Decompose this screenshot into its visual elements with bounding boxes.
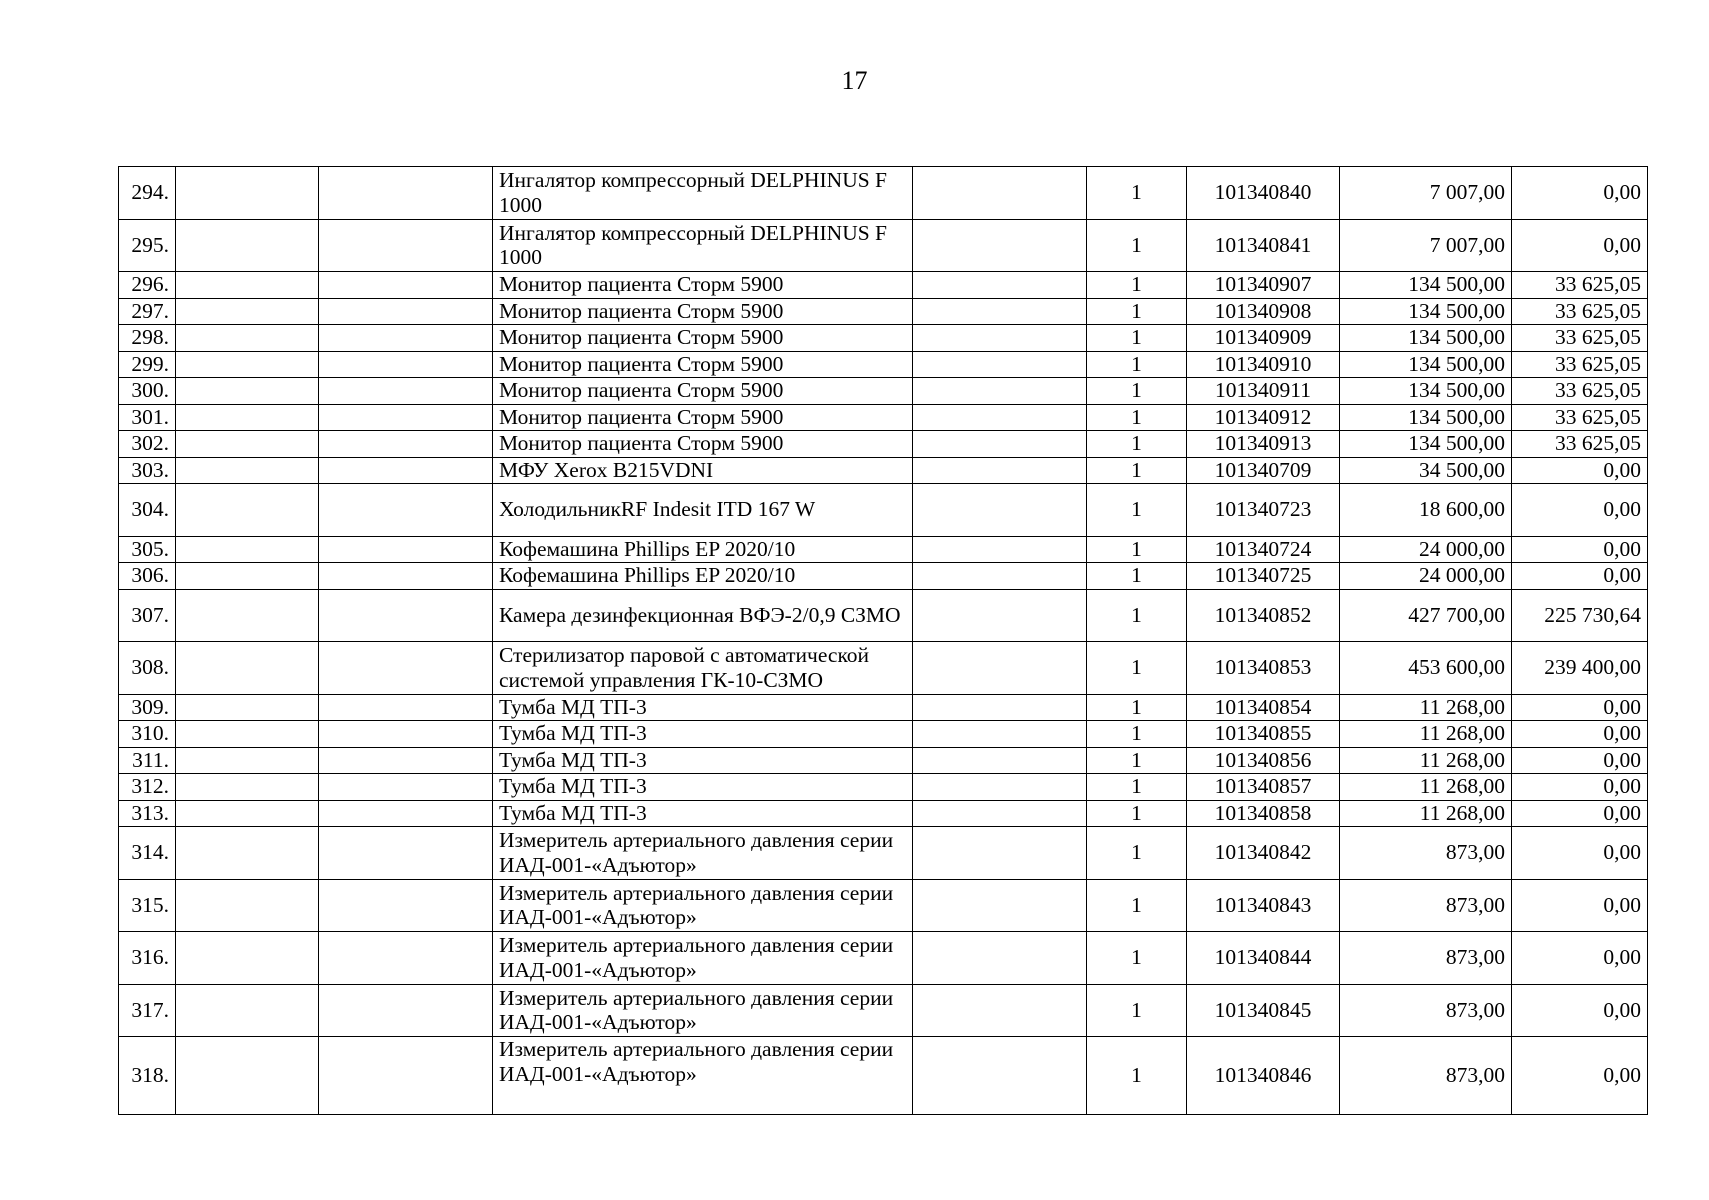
inventory-number: 101340842 <box>1187 827 1340 880</box>
empty-cell-2 <box>319 404 493 431</box>
empty-cell-2 <box>319 351 493 378</box>
item-name: Тумба МД ТП-3 <box>493 800 913 827</box>
table-row <box>119 747 1648 774</box>
empty-cell-2 <box>319 774 493 801</box>
empty-cell-2 <box>319 800 493 827</box>
empty-cell-1 <box>176 536 319 563</box>
item-name: Монитор пациента Сторм 5900 <box>493 404 913 431</box>
empty-cell-3 <box>913 536 1087 563</box>
item-name: Монитор пациента Сторм 5900 <box>493 298 913 325</box>
table-row <box>119 932 1648 985</box>
residual-value: 0,00 <box>1512 219 1648 272</box>
row-number: 316. <box>119 932 176 985</box>
row-number: 315. <box>119 879 176 932</box>
residual-value: 239 400,00 <box>1512 642 1648 695</box>
empty-cell-3 <box>913 879 1087 932</box>
empty-cell-3 <box>913 325 1087 352</box>
inventory-number: 101340910 <box>1187 351 1340 378</box>
item-quantity: 1 <box>1087 457 1187 484</box>
book-value: 873,00 <box>1340 1037 1512 1115</box>
empty-cell-1 <box>176 721 319 748</box>
row-number: 310. <box>119 721 176 748</box>
empty-cell-1 <box>176 404 319 431</box>
residual-value: 33 625,05 <box>1512 272 1648 299</box>
book-value: 24 000,00 <box>1340 563 1512 590</box>
residual-value: 0,00 <box>1512 827 1648 880</box>
empty-cell-1 <box>176 932 319 985</box>
empty-cell-1 <box>176 431 319 458</box>
item-name: Монитор пациента Сторм 5900 <box>493 351 913 378</box>
empty-cell-3 <box>913 563 1087 590</box>
item-name: МФУ Xerox B215VDNI <box>493 457 913 484</box>
row-number: 304. <box>119 484 176 537</box>
residual-value: 33 625,05 <box>1512 404 1648 431</box>
item-quantity: 1 <box>1087 589 1187 642</box>
row-number: 308. <box>119 642 176 695</box>
item-quantity: 1 <box>1087 932 1187 985</box>
empty-cell-1 <box>176 325 319 352</box>
residual-value: 33 625,05 <box>1512 431 1648 458</box>
inventory-number: 101340908 <box>1187 298 1340 325</box>
item-name: Измеритель артериального давления серии ИАД-001-«Адъютор» <box>493 879 913 932</box>
empty-cell-1 <box>176 298 319 325</box>
book-value: 873,00 <box>1340 984 1512 1037</box>
empty-cell-1 <box>176 1037 319 1115</box>
item-quantity: 1 <box>1087 325 1187 352</box>
book-value: 873,00 <box>1340 827 1512 880</box>
residual-value: 33 625,05 <box>1512 378 1648 405</box>
item-name: Монитор пациента Сторм 5900 <box>493 431 913 458</box>
inventory-number: 101340840 <box>1187 167 1340 220</box>
item-name: Измеритель артериального давления серии ИАД-001-«Адъютор» <box>493 827 913 880</box>
item-quantity: 1 <box>1087 298 1187 325</box>
residual-value: 0,00 <box>1512 984 1648 1037</box>
inventory-number: 101340843 <box>1187 879 1340 932</box>
empty-cell-1 <box>176 589 319 642</box>
row-number: 301. <box>119 404 176 431</box>
row-number: 295. <box>119 219 176 272</box>
book-value: 873,00 <box>1340 879 1512 932</box>
item-quantity: 1 <box>1087 774 1187 801</box>
empty-cell-1 <box>176 747 319 774</box>
empty-cell-3 <box>913 642 1087 695</box>
item-name: Измеритель артериального давления серии ИАД-001-«Адъютор» <box>493 932 913 985</box>
table-row <box>119 1037 1648 1115</box>
inventory-number: 101340709 <box>1187 457 1340 484</box>
empty-cell-2 <box>319 298 493 325</box>
empty-cell-1 <box>176 800 319 827</box>
empty-cell-1 <box>176 984 319 1037</box>
empty-cell-2 <box>319 378 493 405</box>
book-value: 34 500,00 <box>1340 457 1512 484</box>
empty-cell-2 <box>319 932 493 985</box>
row-number: 294. <box>119 167 176 220</box>
residual-value: 0,00 <box>1512 747 1648 774</box>
empty-cell-3 <box>913 404 1087 431</box>
empty-cell-3 <box>913 721 1087 748</box>
empty-cell-3 <box>913 272 1087 299</box>
empty-cell-3 <box>913 378 1087 405</box>
table-row <box>119 404 1648 431</box>
table-row <box>119 351 1648 378</box>
table-row <box>119 298 1648 325</box>
inventory-number: 101340858 <box>1187 800 1340 827</box>
empty-cell-1 <box>176 694 319 721</box>
inventory-number: 101340853 <box>1187 642 1340 695</box>
empty-cell-3 <box>913 1037 1087 1115</box>
residual-value: 0,00 <box>1512 167 1648 220</box>
inventory-number: 101340852 <box>1187 589 1340 642</box>
table-row <box>119 325 1648 352</box>
table-row <box>119 563 1648 590</box>
book-value: 134 500,00 <box>1340 431 1512 458</box>
row-number: 298. <box>119 325 176 352</box>
residual-value: 225 730,64 <box>1512 589 1648 642</box>
item-name: Измеритель артериального давления серии ИАД-001-«Адъютор» <box>493 984 913 1037</box>
residual-value: 0,00 <box>1512 694 1648 721</box>
inventory-number: 101340845 <box>1187 984 1340 1037</box>
table-row <box>119 879 1648 932</box>
item-name: Камера дезинфекционная ВФЭ-2/0,9 СЗМО <box>493 589 913 642</box>
item-quantity: 1 <box>1087 484 1187 537</box>
item-quantity: 1 <box>1087 879 1187 932</box>
item-name: Измеритель артериального давления серии ИАД-001-«Адъютор» <box>493 1037 913 1115</box>
inventory-table <box>118 166 1648 1115</box>
empty-cell-3 <box>913 747 1087 774</box>
empty-cell-2 <box>319 747 493 774</box>
item-name: Монитор пациента Сторм 5900 <box>493 378 913 405</box>
book-value: 11 268,00 <box>1340 694 1512 721</box>
inventory-number: 101340912 <box>1187 404 1340 431</box>
book-value: 7 007,00 <box>1340 167 1512 220</box>
empty-cell-2 <box>319 457 493 484</box>
row-number: 296. <box>119 272 176 299</box>
empty-cell-1 <box>176 642 319 695</box>
inventory-number: 101340855 <box>1187 721 1340 748</box>
table-row <box>119 484 1648 537</box>
item-name: Тумба МД ТП-3 <box>493 721 913 748</box>
empty-cell-2 <box>319 721 493 748</box>
residual-value: 0,00 <box>1512 1037 1648 1115</box>
book-value: 134 500,00 <box>1340 351 1512 378</box>
empty-cell-2 <box>319 167 493 220</box>
empty-cell-3 <box>913 457 1087 484</box>
item-quantity: 1 <box>1087 219 1187 272</box>
book-value: 18 600,00 <box>1340 484 1512 537</box>
residual-value: 0,00 <box>1512 457 1648 484</box>
empty-cell-2 <box>319 563 493 590</box>
empty-cell-1 <box>176 879 319 932</box>
book-value: 11 268,00 <box>1340 747 1512 774</box>
empty-cell-2 <box>319 431 493 458</box>
empty-cell-2 <box>319 325 493 352</box>
empty-cell-2 <box>319 694 493 721</box>
table-row <box>119 378 1648 405</box>
table-row <box>119 642 1648 695</box>
row-number: 309. <box>119 694 176 721</box>
item-quantity: 1 <box>1087 378 1187 405</box>
book-value: 427 700,00 <box>1340 589 1512 642</box>
empty-cell-3 <box>913 984 1087 1037</box>
row-number: 305. <box>119 536 176 563</box>
empty-cell-1 <box>176 827 319 880</box>
item-name: ХолодильникRF Indesit ITD 167 W <box>493 484 913 537</box>
item-name: Тумба МД ТП-3 <box>493 694 913 721</box>
inventory-number: 101340854 <box>1187 694 1340 721</box>
inventory-number: 101340724 <box>1187 536 1340 563</box>
row-number: 307. <box>119 589 176 642</box>
book-value: 11 268,00 <box>1340 721 1512 748</box>
book-value: 11 268,00 <box>1340 774 1512 801</box>
empty-cell-3 <box>913 431 1087 458</box>
residual-value: 33 625,05 <box>1512 351 1648 378</box>
row-number: 303. <box>119 457 176 484</box>
item-quantity: 1 <box>1087 563 1187 590</box>
empty-cell-1 <box>176 563 319 590</box>
table-row <box>119 721 1648 748</box>
inventory-number: 101340723 <box>1187 484 1340 537</box>
residual-value: 0,00 <box>1512 774 1648 801</box>
item-quantity: 1 <box>1087 351 1187 378</box>
empty-cell-3 <box>913 484 1087 537</box>
empty-cell-3 <box>913 774 1087 801</box>
residual-value: 0,00 <box>1512 484 1648 537</box>
item-name: Монитор пациента Сторм 5900 <box>493 325 913 352</box>
row-number: 318. <box>119 1037 176 1115</box>
row-number: 317. <box>119 984 176 1037</box>
book-value: 134 500,00 <box>1340 378 1512 405</box>
empty-cell-3 <box>913 694 1087 721</box>
item-quantity: 1 <box>1087 800 1187 827</box>
empty-cell-2 <box>319 1037 493 1115</box>
table-row <box>119 694 1648 721</box>
item-name: Ингалятор компрессорный DELPHINUS F 1000 <box>493 219 913 272</box>
row-number: 297. <box>119 298 176 325</box>
inventory-number: 101340857 <box>1187 774 1340 801</box>
row-number: 299. <box>119 351 176 378</box>
item-quantity: 1 <box>1087 721 1187 748</box>
table-row <box>119 774 1648 801</box>
book-value: 134 500,00 <box>1340 404 1512 431</box>
inventory-number: 101340844 <box>1187 932 1340 985</box>
book-value: 453 600,00 <box>1340 642 1512 695</box>
item-quantity: 1 <box>1087 272 1187 299</box>
empty-cell-2 <box>319 984 493 1037</box>
empty-cell-2 <box>319 536 493 563</box>
empty-cell-2 <box>319 272 493 299</box>
book-value: 134 500,00 <box>1340 298 1512 325</box>
item-name: Кофемашина Phillips EP 2020/10 <box>493 563 913 590</box>
item-name: Стерилизатор паровой с автоматической системой управления ГК-10-СЗМО <box>493 642 913 695</box>
item-name: Монитор пациента Сторм 5900 <box>493 272 913 299</box>
table-row <box>119 827 1648 880</box>
row-number: 300. <box>119 378 176 405</box>
inventory-number: 101340856 <box>1187 747 1340 774</box>
residual-value: 0,00 <box>1512 536 1648 563</box>
empty-cell-2 <box>319 827 493 880</box>
row-number: 313. <box>119 800 176 827</box>
item-name: Ингалятор компрессорный DELPHINUS F 1000 <box>493 167 913 220</box>
inventory-number: 101340911 <box>1187 378 1340 405</box>
empty-cell-3 <box>913 827 1087 880</box>
item-name: Тумба МД ТП-3 <box>493 774 913 801</box>
item-name: Тумба МД ТП-3 <box>493 747 913 774</box>
inventory-number: 101340907 <box>1187 272 1340 299</box>
item-quantity: 1 <box>1087 536 1187 563</box>
empty-cell-3 <box>913 298 1087 325</box>
empty-cell-3 <box>913 167 1087 220</box>
table-row <box>119 800 1648 827</box>
table-body <box>119 167 1648 1115</box>
item-quantity: 1 <box>1087 404 1187 431</box>
item-quantity: 1 <box>1087 747 1187 774</box>
row-number: 306. <box>119 563 176 590</box>
empty-cell-1 <box>176 219 319 272</box>
residual-value: 0,00 <box>1512 800 1648 827</box>
empty-cell-1 <box>176 774 319 801</box>
item-quantity: 1 <box>1087 642 1187 695</box>
table-row <box>119 272 1648 299</box>
item-name: Кофемашина Phillips EP 2020/10 <box>493 536 913 563</box>
book-value: 134 500,00 <box>1340 272 1512 299</box>
book-value: 7 007,00 <box>1340 219 1512 272</box>
table-row <box>119 457 1648 484</box>
table-row <box>119 431 1648 458</box>
inventory-number: 101340841 <box>1187 219 1340 272</box>
item-quantity: 1 <box>1087 984 1187 1037</box>
empty-cell-1 <box>176 272 319 299</box>
empty-cell-3 <box>913 589 1087 642</box>
residual-value: 33 625,05 <box>1512 298 1648 325</box>
empty-cell-1 <box>176 378 319 405</box>
empty-cell-1 <box>176 167 319 220</box>
book-value: 11 268,00 <box>1340 800 1512 827</box>
item-quantity: 1 <box>1087 1037 1187 1115</box>
book-value: 873,00 <box>1340 932 1512 985</box>
empty-cell-3 <box>913 932 1087 985</box>
empty-cell-2 <box>319 219 493 272</box>
item-quantity: 1 <box>1087 827 1187 880</box>
inventory-number: 101340913 <box>1187 431 1340 458</box>
table-row <box>119 536 1648 563</box>
item-quantity: 1 <box>1087 431 1187 458</box>
row-number: 302. <box>119 431 176 458</box>
table-row <box>119 984 1648 1037</box>
empty-cell-3 <box>913 351 1087 378</box>
table-row <box>119 167 1648 220</box>
row-number: 312. <box>119 774 176 801</box>
residual-value: 0,00 <box>1512 879 1648 932</box>
empty-cell-2 <box>319 879 493 932</box>
empty-cell-2 <box>319 589 493 642</box>
empty-cell-3 <box>913 800 1087 827</box>
residual-value: 0,00 <box>1512 932 1648 985</box>
row-number: 314. <box>119 827 176 880</box>
empty-cell-2 <box>319 484 493 537</box>
table-row <box>119 589 1648 642</box>
book-value: 24 000,00 <box>1340 536 1512 563</box>
empty-cell-1 <box>176 484 319 537</box>
inventory-number: 101340725 <box>1187 563 1340 590</box>
page-number: 17 <box>841 66 868 95</box>
empty-cell-2 <box>319 642 493 695</box>
empty-cell-3 <box>913 219 1087 272</box>
inventory-number: 101340909 <box>1187 325 1340 352</box>
empty-cell-1 <box>176 351 319 378</box>
empty-cell-1 <box>176 457 319 484</box>
book-value: 134 500,00 <box>1340 325 1512 352</box>
item-quantity: 1 <box>1087 694 1187 721</box>
inventory-number: 101340846 <box>1187 1037 1340 1115</box>
residual-value: 33 625,05 <box>1512 325 1648 352</box>
item-quantity: 1 <box>1087 167 1187 220</box>
row-number: 311. <box>119 747 176 774</box>
table-row <box>119 219 1648 272</box>
residual-value: 0,00 <box>1512 721 1648 748</box>
residual-value: 0,00 <box>1512 563 1648 590</box>
